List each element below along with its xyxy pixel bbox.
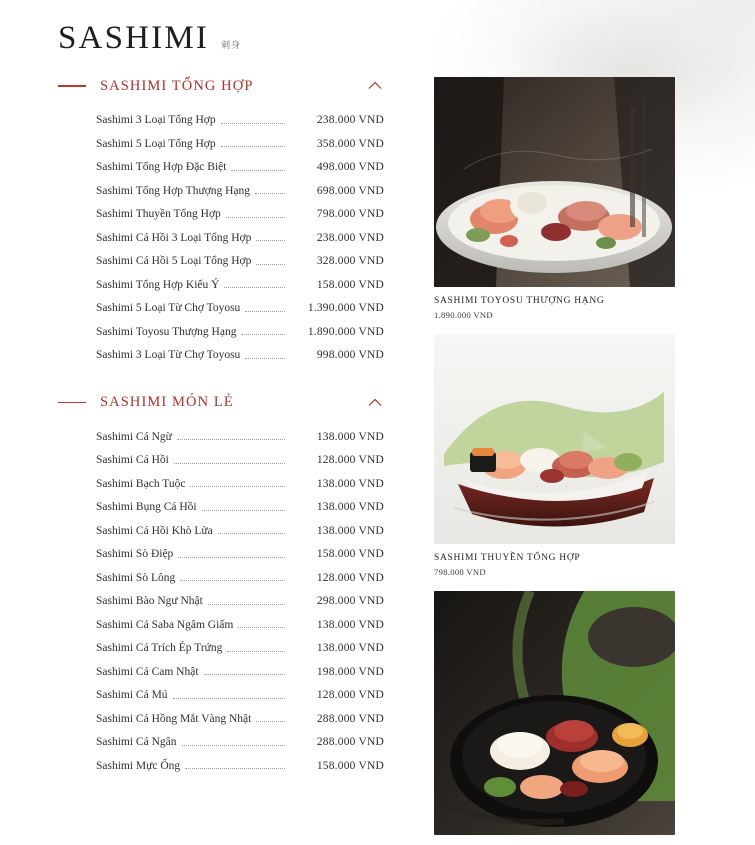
- menu-item-name: Sashimi Tổng Hợp Thượng Hạng: [96, 184, 251, 197]
- menu-item-price: 128.000 VND: [316, 689, 384, 701]
- menu-item-price: 138.000 VND: [316, 642, 384, 654]
- menu-item-name: Sashimi 5 Loại Tổng Hợp: [96, 137, 216, 150]
- page-title-japanese: 刺身: [221, 41, 242, 51]
- leader-dots: [256, 240, 285, 241]
- menu-item-price: 238.000 VND: [316, 231, 384, 244]
- menu-item-name: Sashimi Mực Ống: [96, 759, 181, 772]
- menu-item-price: 288.000 VND: [316, 712, 384, 725]
- menu-item[interactable]: [96, 567, 384, 591]
- menu-item[interactable]: [96, 180, 384, 204]
- menu-item-name: Sashimi Bạch Tuộc: [96, 477, 186, 490]
- section-rule: [58, 85, 86, 87]
- photo-caption: SASHIMI THUYỀN TỔNG HỢP: [434, 553, 581, 563]
- menu-item-price: 198.000 VND: [316, 665, 384, 678]
- photo-price: 798.000 VND: [434, 567, 486, 577]
- leader-dots: [224, 287, 285, 288]
- menu-item-price: 138.000 VND: [316, 618, 384, 631]
- menu-item-price: 1.890.000 VND: [307, 325, 384, 338]
- menu-item-price: 998.000 VND: [316, 349, 384, 361]
- menu-item-price: 158.000 VND: [316, 548, 384, 560]
- menu-item-name: Sashimi Sò Điệp: [96, 548, 174, 560]
- photo-block-bowl: [434, 591, 755, 835]
- leader-dots: [245, 358, 285, 359]
- menu-item-name: Sashimi Cá Ngân: [96, 736, 177, 748]
- leader-dots: [208, 604, 285, 605]
- menu-item-name: Sashimi Cá Ngừ: [96, 430, 172, 443]
- photo-block-toyosu: [434, 77, 755, 320]
- menu-item[interactable]: [96, 109, 384, 133]
- menu-item-price: 698.000 VND: [316, 184, 384, 197]
- menu-item[interactable]: [96, 156, 384, 180]
- menu-item-price: 798.000 VND: [316, 208, 384, 220]
- section-title: SASHIMI MÓN LẺ: [100, 394, 234, 410]
- menu-item-name: Sashimi 5 Loại Từ Chợ Toyosu: [96, 302, 241, 314]
- menu-item-price: 138.000 VND: [316, 477, 384, 490]
- menu-item[interactable]: [96, 426, 384, 450]
- menu-item-price: 128.000 VND: [316, 571, 384, 584]
- menu-item-price: 158.000 VND: [316, 278, 384, 291]
- menu-item[interactable]: [96, 473, 384, 497]
- menu-item-name: Sashimi Thuyền Tổng Hợp: [96, 208, 221, 220]
- photo-caption: SASHIMI TOYOSU THƯỢNG HẠNG: [434, 296, 605, 306]
- menu-item-name: Sashimi Cá Mú: [96, 689, 168, 701]
- menu-item-price: 288.000 VND: [316, 736, 384, 748]
- menu-item-name: Sashimi 3 Loại Từ Chợ Toyosu: [96, 349, 241, 361]
- section-header[interactable]: [58, 394, 420, 412]
- leader-dots: [255, 193, 285, 194]
- menu-item[interactable]: [96, 590, 384, 614]
- menu-item[interactable]: [96, 250, 384, 274]
- menu-item-name: Sashimi Toyosu Thượng Hạng: [96, 325, 237, 338]
- menu-content: [0, 55, 755, 845]
- menu-item-price: 138.000 VND: [316, 430, 384, 443]
- section-title: SASHIMI TỔNG HỢP: [100, 77, 254, 94]
- chevron-up-icon[interactable]: [366, 394, 384, 412]
- menu-item[interactable]: [96, 661, 384, 685]
- menu-item-name: Sashimi Cá Trích Ép Trứng: [96, 642, 223, 654]
- menu-item[interactable]: [96, 227, 384, 251]
- leader-dots: [182, 745, 286, 746]
- menu-item[interactable]: [96, 449, 384, 473]
- menu-column: [0, 77, 420, 845]
- photo-block-thuyen: [434, 334, 755, 577]
- page-title-text: SASHIMI: [58, 20, 210, 56]
- leader-dots: [190, 486, 285, 487]
- menu-item[interactable]: [96, 543, 384, 567]
- leader-dots: [185, 768, 285, 769]
- leader-dots: [227, 651, 285, 652]
- menu-item-name: Sashimi Tổng Hợp Kiểu Ý: [96, 278, 220, 291]
- menu-item[interactable]: [96, 297, 384, 321]
- section-sashimi-mon-le: [58, 394, 420, 779]
- menu-item[interactable]: [96, 321, 384, 345]
- leader-dots: [221, 146, 285, 147]
- photo-sashimi-toyosu[interactable]: [434, 77, 675, 287]
- photo-sashimi-bowl[interactable]: [434, 591, 675, 835]
- leader-dots: [238, 627, 285, 628]
- menu-item[interactable]: [96, 755, 384, 779]
- menu-item[interactable]: [96, 614, 384, 638]
- leader-dots: [174, 463, 285, 464]
- photo-sashimi-thuyen[interactable]: [434, 334, 675, 544]
- page-title: [0, 0, 755, 55]
- menu-item-name: Sashimi 3 Loại Tổng Hợp: [96, 114, 216, 126]
- menu-item-name: Sashimi Cá Hồi Khò Lửa: [96, 524, 213, 537]
- menu-item-name: Sashimi Cá Cam Nhật: [96, 665, 199, 678]
- menu-item[interactable]: [96, 731, 384, 755]
- menu-item-name: Sashimi Bào Ngư Nhật: [96, 595, 203, 607]
- section-rule: [58, 402, 86, 404]
- menu-item-price: 298.000 VND: [316, 595, 384, 607]
- menu-item-name: Sashimi Bụng Cá Hồi: [96, 501, 197, 513]
- leader-dots: [231, 170, 285, 171]
- leader-dots: [173, 698, 285, 699]
- menu-item-name: Sashimi Cá Saba Ngâm Giấm: [96, 618, 234, 631]
- chevron-up-icon[interactable]: [366, 77, 384, 95]
- menu-item-price: 1.390.000 VND: [307, 302, 384, 314]
- leader-dots: [180, 580, 285, 581]
- leader-dots: [226, 217, 285, 218]
- menu-item[interactable]: [96, 637, 384, 661]
- leader-dots: [202, 510, 285, 511]
- section-sashimi-tong-hop: [58, 77, 420, 368]
- menu-item-price: 138.000 VND: [316, 524, 384, 537]
- leader-dots: [241, 334, 285, 335]
- menu-item-name: Sashimi Tổng Hợp Đặc Biệt: [96, 161, 227, 173]
- menu-item-name: Sashimi Cá Hồng Mắt Vàng Nhật: [96, 712, 252, 725]
- menu-item[interactable]: [96, 684, 384, 708]
- menu-item-list: [58, 109, 420, 368]
- leader-dots: [204, 674, 285, 675]
- menu-item-name: Sashimi Cá Hồi 3 Loại Tổng Hợp: [96, 231, 252, 244]
- leader-dots: [178, 557, 285, 558]
- menu-item[interactable]: [96, 520, 384, 544]
- leader-dots: [218, 533, 285, 534]
- menu-item-name: Sashimi Sò Lông: [96, 571, 176, 584]
- menu-item-price: 128.000 VND: [316, 454, 384, 466]
- menu-item[interactable]: [96, 203, 384, 227]
- menu-item[interactable]: [96, 496, 384, 520]
- menu-item-price: 498.000 VND: [316, 161, 384, 173]
- menu-item[interactable]: [96, 708, 384, 732]
- section-header[interactable]: [58, 77, 420, 95]
- menu-item-price: 358.000 VND: [316, 137, 384, 150]
- menu-item-price: 158.000 VND: [316, 759, 384, 772]
- menu-item-price: 138.000 VND: [316, 501, 384, 513]
- menu-item-name: Sashimi Cá Hồi: [96, 454, 169, 466]
- leader-dots: [245, 311, 285, 312]
- menu-item[interactable]: [96, 133, 384, 157]
- leader-dots: [256, 721, 285, 722]
- photo-column: [420, 77, 755, 845]
- leader-dots: [256, 264, 285, 265]
- menu-item-name: Sashimi Cá Hồi 5 Loại Tổng Hợp: [96, 255, 252, 267]
- menu-item-list: [58, 426, 420, 779]
- leader-dots: [177, 439, 285, 440]
- menu-item[interactable]: [96, 274, 384, 298]
- menu-item-price: 328.000 VND: [316, 255, 384, 267]
- menu-item[interactable]: [96, 344, 384, 368]
- leader-dots: [221, 123, 285, 124]
- photo-price: 1.890.000 VND: [434, 310, 493, 320]
- menu-item-price: 238.000 VND: [316, 114, 384, 126]
